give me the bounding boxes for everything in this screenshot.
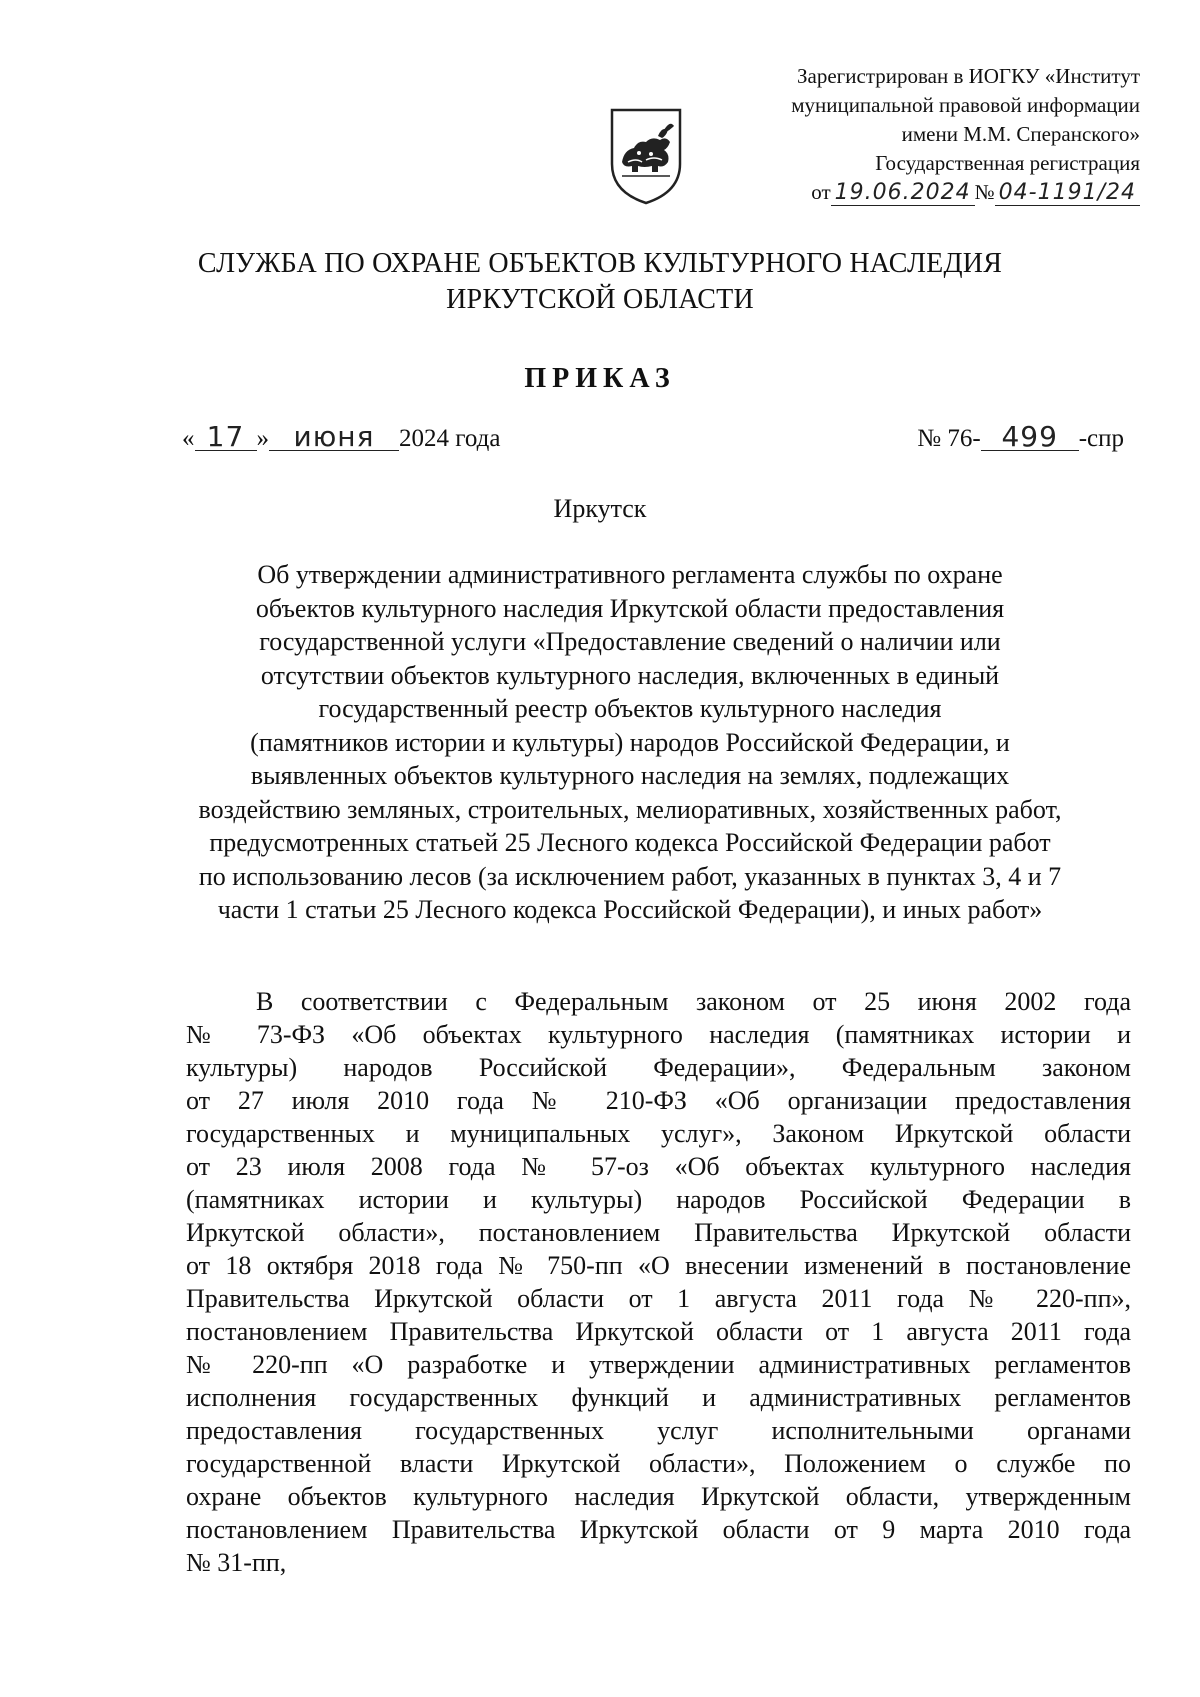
agency-title-line: ИРКУТСКОЙ ОБЛАСТИ (446, 284, 754, 315)
registration-stamp (700, 62, 1140, 207)
subject-line: воздействию земляных, строительных, мелиоративных, хозяйственных работ, (198, 794, 1062, 824)
body-line: Иркутской области», постановлением Правительства Иркутской области (186, 1218, 1131, 1247)
order-preamble-paragraph (186, 985, 1131, 1579)
date-close-quote: » (256, 425, 269, 452)
registration-line: имени М.М. Сперанского» (901, 122, 1140, 146)
order-day-handwritten: 17 (195, 424, 257, 451)
registration-line: муниципальной правовой информации (791, 93, 1140, 117)
registration-number-label: № (974, 180, 995, 204)
order-subject (180, 558, 1080, 927)
body-line: постановлением Правительства Иркутской области от 1 августа 2011 года (186, 1317, 1131, 1346)
city-name: Иркутск (553, 494, 647, 523)
body-line: государственных и муниципальных услуг», Законом Иркутской области (186, 1119, 1131, 1148)
order-number (917, 420, 1124, 453)
body-line: № 31-пп, (186, 1548, 287, 1577)
subject-line: части 1 статьи 25 Лесного кодекса Российской Федерации), и иных работ» (217, 895, 1043, 924)
body-line: от 27 июля 2010 года № 210-ФЗ «Об организации предоставления (186, 1086, 1131, 1115)
agency-title (0, 246, 1200, 318)
document-type-heading: ПРИКАЗ (524, 363, 676, 394)
body-line: исполнения государственных функций и административных регламентов (186, 1383, 1131, 1412)
body-line: постановлением Правительства Иркутской области от 9 марта 2010 года (186, 1515, 1131, 1544)
body-line: от 23 июля 2008 года № 57-оз «Об объектах культурного наследия (186, 1152, 1131, 1181)
body-line: № 73-ФЗ «Об объектах культурного наследия (памятниках истории и (186, 1020, 1131, 1049)
registration-line: Государственная регистрация (875, 151, 1140, 175)
body-line: культуры) народов Российской Федерации», Федеральным законом (186, 1053, 1131, 1082)
subject-line: по использованию лесов (за исключением работ, указанных в пунктах 3, 4 и 7 (198, 861, 1062, 891)
subject-line: (памятников истории и культуры) народов Российской Федерации, и (250, 727, 1010, 757)
registration-date-handwritten: 19.06.2024 (831, 181, 975, 206)
body-line: № 220-пп «О разработке и утверждении административных регламентов (186, 1350, 1131, 1379)
order-number-suffix: -спр (1078, 425, 1124, 452)
order-number-prefix: № 76- (917, 425, 981, 452)
body-line: от 18 октября 2018 года № 750-пп «О внесении изменений в постановление (186, 1251, 1131, 1280)
subject-line: выявленных объектов культурного наследия на землях, подлежащих (250, 761, 1010, 790)
date-open-quote: « (182, 425, 195, 452)
registration-line: Зарегистрирован в ИОГКУ «Институт (796, 64, 1140, 88)
body-line: В соответствии с Федеральным законом от 25 июня 2002 года (256, 987, 1131, 1016)
body-line: государственной власти Иркутской области», Положением о службе по (186, 1449, 1131, 1478)
body-line: Правительства Иркутской области от 1 августа 2011 года № 220-пп», (186, 1284, 1131, 1313)
body-line: (памятниках истории и культуры) народов Российской Федерации в (186, 1185, 1131, 1214)
registration-number-line (700, 178, 1140, 207)
subject-line: государственный реестр объектов культурного наследия (318, 694, 942, 723)
subject-line: отсутствии объектов культурного наследия, включенных в единый (260, 660, 1000, 690)
registration-from-label: от (811, 180, 831, 204)
order-date (182, 420, 501, 453)
order-number-handwritten: 499 (981, 424, 1079, 451)
registration-number-handwritten: 04-1191/24 (995, 181, 1140, 206)
body-line: предоставления государственных услуг исполнительными органами (186, 1416, 1131, 1445)
body-line: охране объектов культурного наследия Иркутской области, утвержденным (186, 1482, 1131, 1511)
subject-line: объектов культурного наследия Иркутской области предоставления (255, 593, 1005, 623)
order-month-handwritten: июня (269, 424, 399, 451)
order-year: 2024 года (399, 425, 501, 452)
irkutsk-coat-of-arms-icon (608, 106, 684, 206)
subject-line: Об утверждении административного регламента службы по охране (257, 560, 1003, 589)
subject-line: государственной услуги «Предоставление сведений о наличии или (259, 627, 1001, 656)
agency-title-line: СЛУЖБА ПО ОХРАНЕ ОБЪЕКТОВ КУЛЬТУРНОГО НАСЛЕДИЯ (197, 248, 1003, 279)
subject-line: предусмотренных статьей 25 Лесного кодекса Российской Федерации работ (209, 828, 1051, 857)
